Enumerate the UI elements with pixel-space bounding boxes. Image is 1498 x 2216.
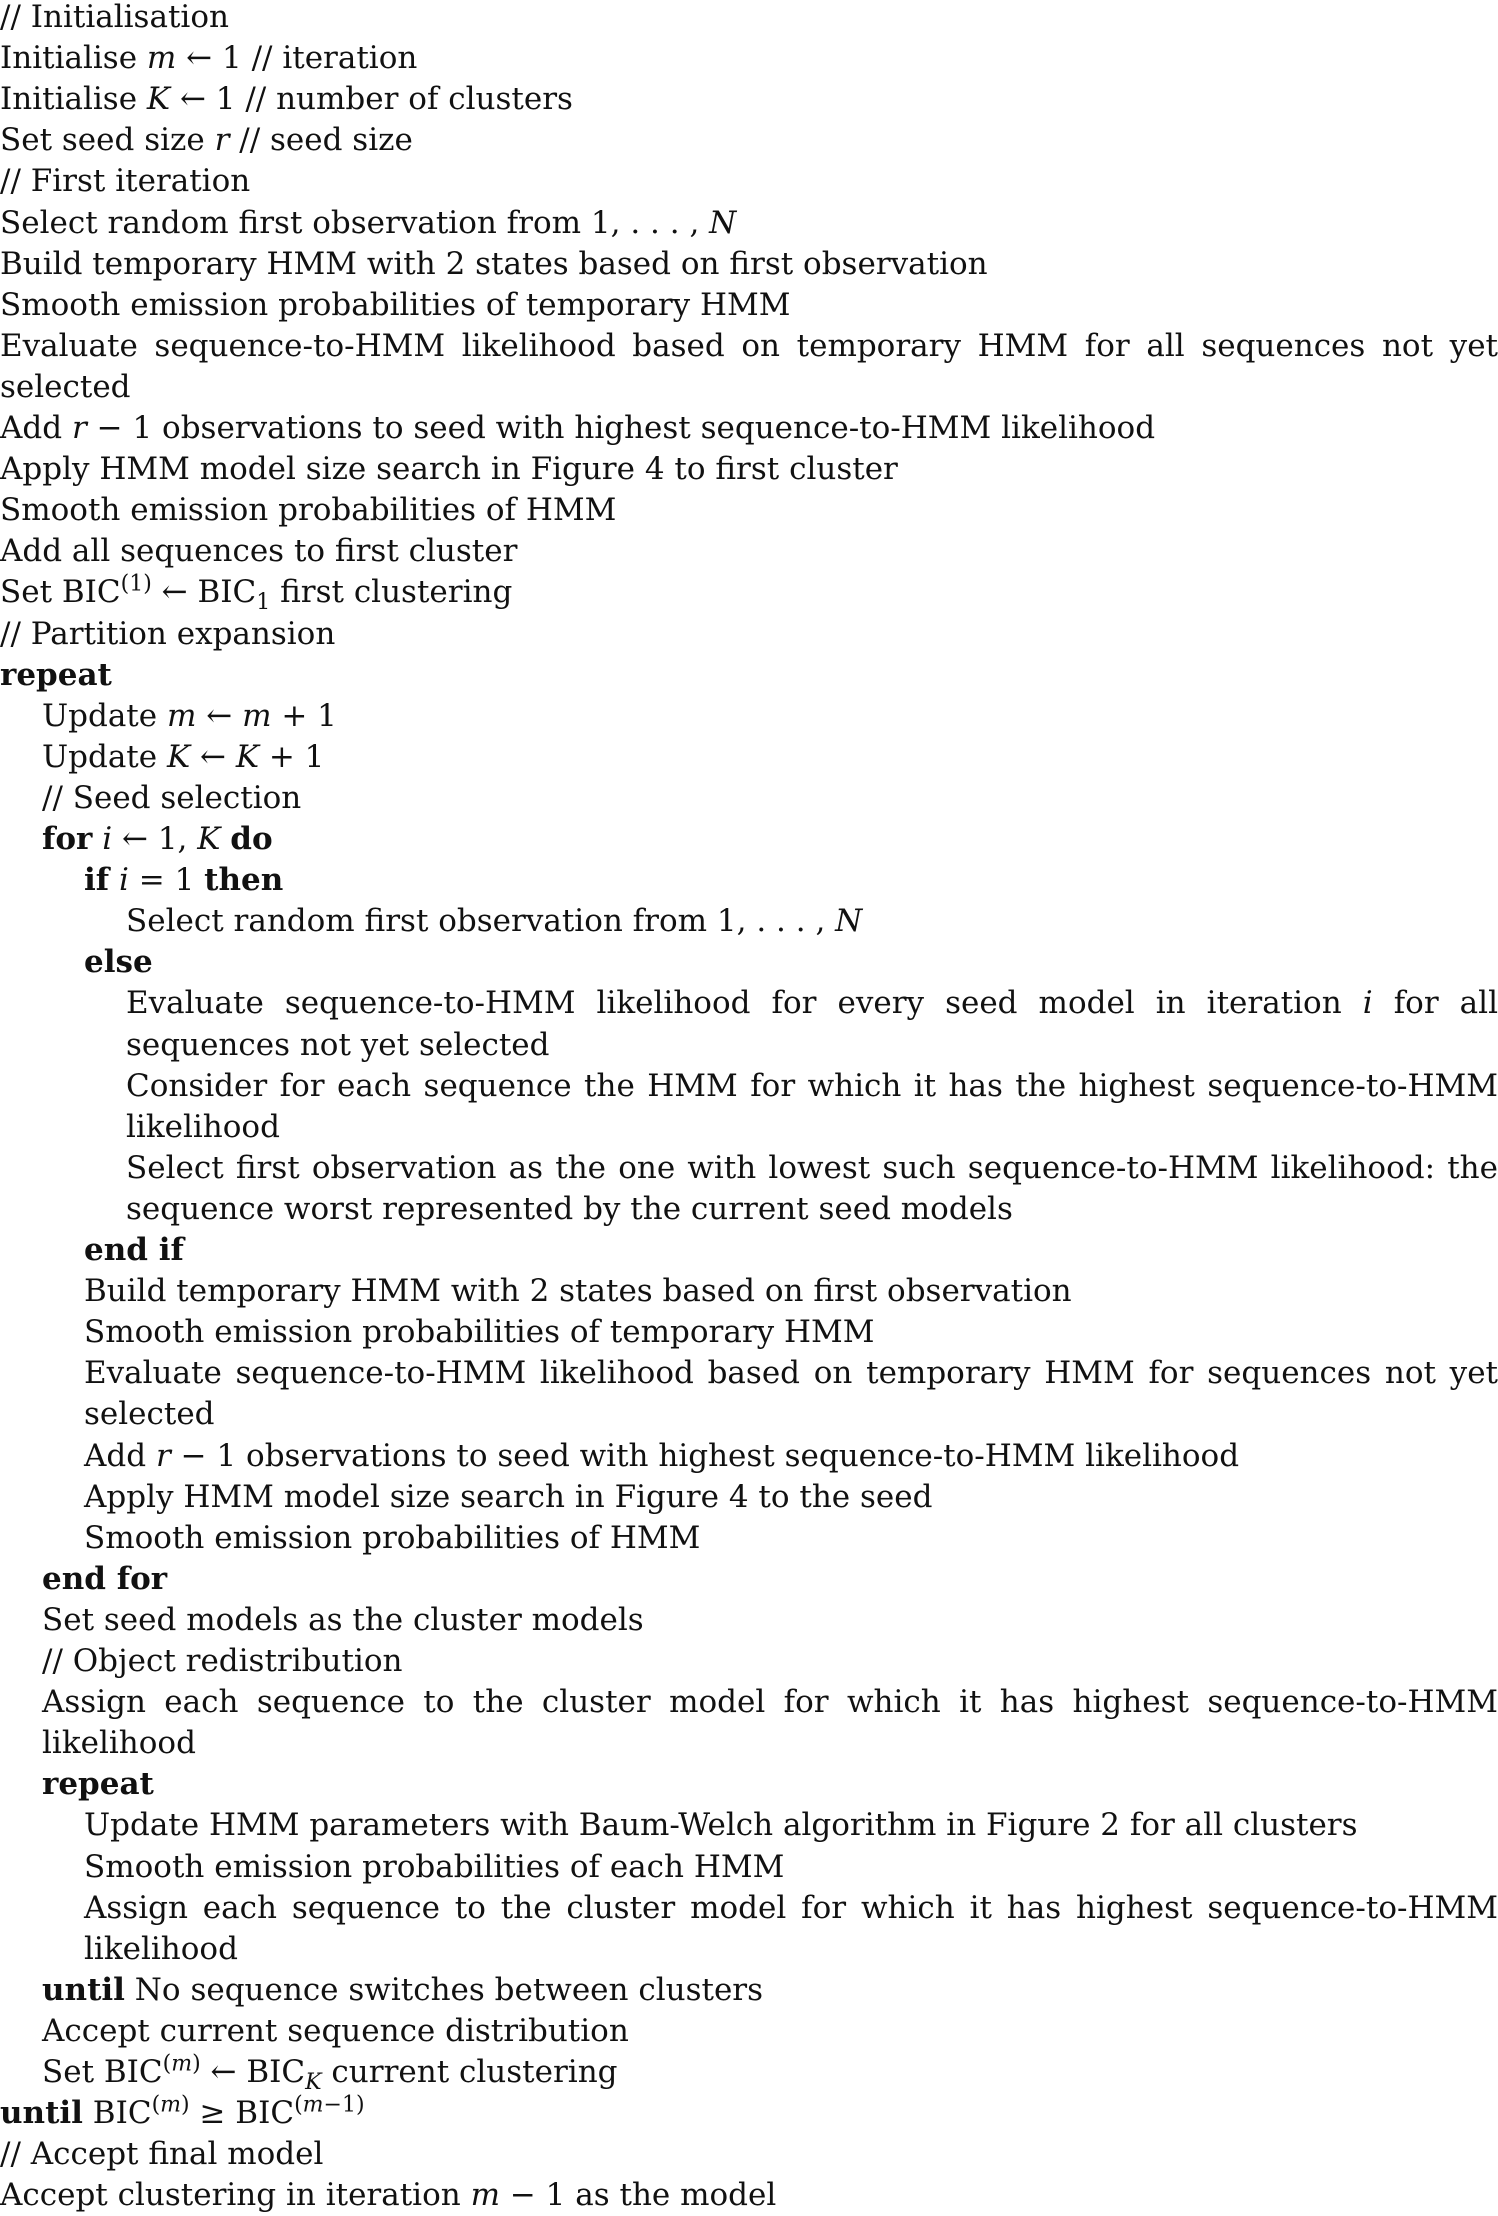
algorithm-line: // Object redistribution (42, 1643, 403, 1679)
algorithm-line: Smooth emission probabilities of each HMM (84, 1848, 785, 1885)
algorithm-line: sequence worst represented by the current seed models (126, 1190, 1013, 1227)
algorithm-line: // Seed selection (42, 779, 302, 816)
algorithm-line: Apply HMM model size search in Figure 4 to the seed (84, 1478, 933, 1515)
algorithm-line: Accept clustering in iteration m − 1 as the model (0, 2177, 777, 2214)
algorithm-line: Smooth emission probabilities of HMM (84, 1519, 701, 1556)
algorithm-line: likelihood (126, 1108, 280, 1145)
algorithm-line: Set BIC$^{(m)}$ ← $BIC_K$ current clustering (42, 2051, 618, 2096)
algorithm-line: selected (0, 368, 131, 405)
algorithm-line: else (84, 944, 153, 981)
algorithm-line: selected (84, 1396, 215, 1433)
algorithm-line: Add all sequences to first cluster (0, 533, 518, 570)
algorithm-line: // Accept final model (0, 2136, 324, 2173)
algorithm-line: if i = 1 then (84, 862, 284, 899)
algorithm-line: Update m ← m + 1 (42, 697, 337, 734)
algorithm-line: Initialise m ← 1 // iteration (0, 40, 418, 77)
algorithm-line: Smooth emission probabilities of HMM (0, 492, 617, 529)
algorithm-line: Set seed models as the cluster models (42, 1601, 644, 1638)
algorithm-line: // Initialisation (0, 0, 229, 35)
algorithm-line: Select random first observation from 1, . . . , N (126, 903, 863, 940)
algorithm-line: Assign each sequence to the cluster model for which it has highest sequence-to-HMM (84, 1889, 1498, 1926)
algorithm-line: likelihood (42, 1725, 196, 1762)
algorithm-line: sequences not yet selected (126, 1026, 550, 1063)
algorithm-line: Accept current sequence distribution (42, 2012, 629, 2049)
algorithm-line: Update K ← K + 1 (42, 738, 325, 775)
algorithm-line: Consider for each sequence the HMM for which it has the highest sequence-to-HMM (126, 1067, 1498, 1104)
algorithm-line: for i ← 1, K do (42, 821, 273, 857)
algorithm-line: Add r − 1 observations to seed with highest sequence-to-HMM likelihood (0, 410, 1156, 446)
algorithm-line: end if (84, 1232, 184, 1268)
algorithm-line: Build temporary HMM with 2 states based on first observation (0, 245, 988, 282)
algorithm-line: Select random first observation from 1, . . . , N (0, 204, 737, 241)
algorithm-line: Evaluate sequence-to-HMM likelihood based on temporary HMM for sequences not yet (84, 1355, 1498, 1392)
algorithm-line: until No sequence switches between clusters (42, 1971, 764, 2008)
algorithm-line: // First iteration (0, 163, 251, 200)
algorithm-line: repeat (42, 1766, 154, 1803)
algorithm-line: Set BIC$^{(1)}$ ← $BIC_1$ first clustering (0, 572, 513, 616)
algorithm-line: until $BIC^{(m)} \ge BIC^{(m-1)}$ (0, 2092, 365, 2132)
algorithm-line: likelihood (84, 1930, 238, 1967)
algorithm-line: Select first observation as the one with lowest such sequence-to-HMM likelihood: the (126, 1149, 1498, 1186)
algorithm-line: Update HMM parameters with Baum-Welch algorithm in Figure 2 for all clusters (84, 1807, 1358, 1844)
algorithm-line: Build temporary HMM with 2 states based on first observation (84, 1273, 1072, 1310)
algorithm-line: Add r − 1 observations to seed with highest sequence-to-HMM likelihood (84, 1437, 1240, 1474)
algorithm-line: repeat (0, 656, 112, 693)
algorithm-line: Smooth emission probabilities of temporary HMM (0, 286, 791, 323)
algorithm-line: Evaluate sequence-to-HMM likelihood based on temporary HMM for all sequences not yet (0, 327, 1498, 364)
algorithm-line: Apply HMM model size search in Figure 4 to first cluster (0, 451, 898, 488)
algorithm-line: end for (42, 1560, 168, 1597)
algorithm-line: Initialise K ← 1 // number of clusters (0, 81, 573, 118)
algorithm-line: // Partition expansion (0, 615, 336, 652)
algorithm-line: Evaluate sequence-to-HMM likelihood for every seed model in iteration i for all (126, 985, 1498, 1022)
algorithm-line: Smooth emission probabilities of temporary HMM (84, 1314, 875, 1351)
algorithm-line: Assign each sequence to the cluster model for which it has highest sequence-to-HMM (42, 1684, 1498, 1721)
algorithm-line: Set seed size r // seed size (0, 122, 413, 159)
